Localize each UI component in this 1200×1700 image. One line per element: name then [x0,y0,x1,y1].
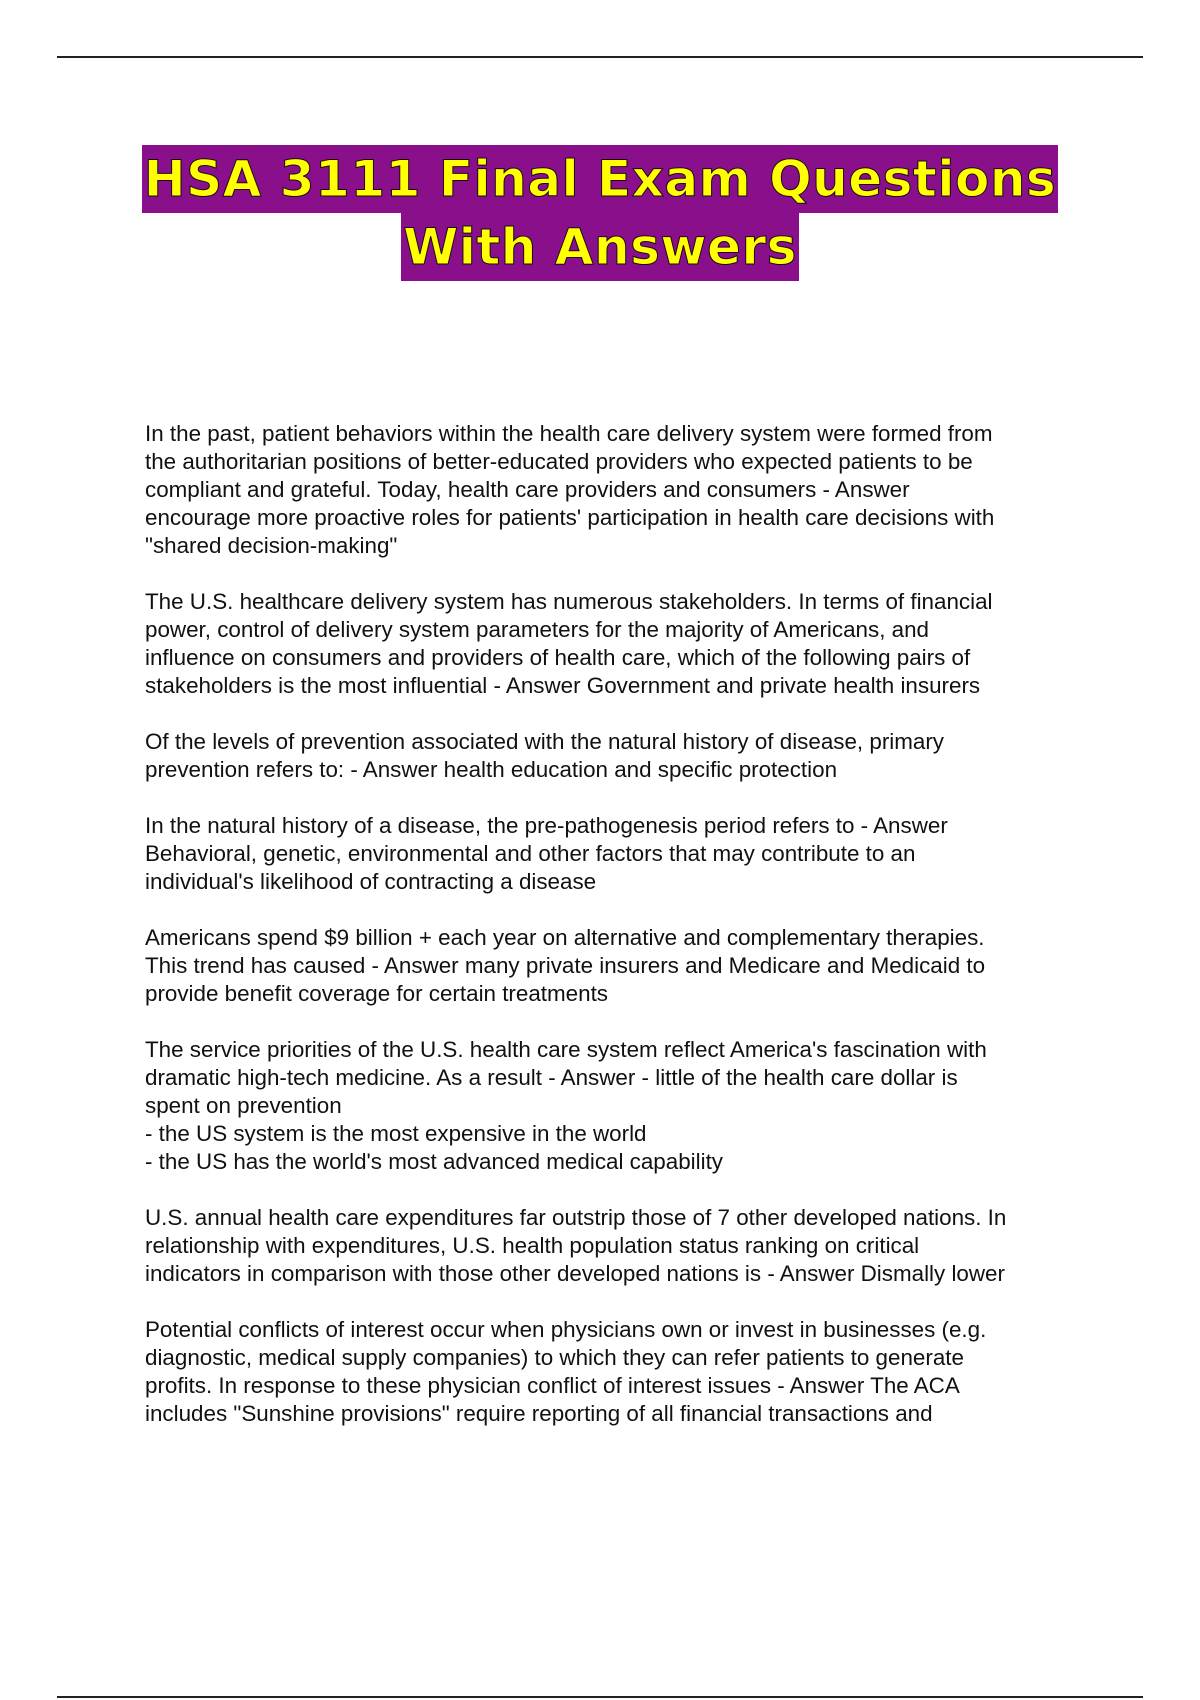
qa-line: provide benefit coverage for certain treatments [145,981,608,1006]
qa-line: prevention refers to: - Answer health education and specific protection [145,757,838,782]
qa-line: Behavioral, genetic, environmental and other factors that may contribute to an [145,841,916,866]
qa-item [145,420,1085,560]
qa-item [145,924,1085,1008]
title-line-1: HSA 3111 Final Exam Questions [142,145,1058,213]
qa-line: influence on consumers and providers of health care, which of the following pairs of [145,645,971,670]
qa-item [145,1204,1085,1288]
qa-line: power, control of delivery system parameters for the majority of Americans, and [145,617,929,642]
qa-item [145,1316,1085,1428]
document-title [0,145,1200,281]
qa-line: profits. In response to these physician conflict of interest issues - Answer The ACA [145,1373,960,1398]
qa-line: relationship with expenditures, U.S. health population status ranking on critical [145,1233,920,1258]
qa-line: encourage more proactive roles for patients' participation in health care decisions with [145,505,995,530]
question-answer-list [145,420,1085,1456]
qa-line: individual's likelihood of contracting a disease [145,869,597,894]
qa-line: In the past, patient behaviors within the health care delivery system were formed from [145,421,993,446]
top-divider [57,56,1143,58]
qa-line: "shared decision-making" [145,533,398,558]
qa-line: - the US has the world's most advanced medical capability [145,1149,724,1174]
qa-item [145,812,1085,896]
qa-line: stakeholders is the most influential - Answer Government and private health insurers [145,673,981,698]
qa-item [145,588,1085,700]
qa-line: dramatic high-tech medicine. As a result - Answer - little of the health care dollar is [145,1065,958,1090]
qa-line: This trend has caused - Answer many private insurers and Medicare and Medicaid to [145,953,986,978]
qa-line: includes "Sunshine provisions" require reporting of all financial transactions and [145,1401,933,1426]
qa-line: The service priorities of the U.S. health care system reflect America's fascination with [145,1037,987,1062]
qa-line: Of the levels of prevention associated with the natural history of disease, primary [145,729,945,754]
qa-line: In the natural history of a disease, the pre-pathogenesis period refers to - Answer [145,813,948,838]
qa-line: spent on prevention [145,1093,342,1118]
qa-item [145,1036,1085,1176]
qa-line: U.S. annual health care expenditures far outstrip those of 7 other developed nations. In [145,1205,1007,1230]
qa-line: - the US system is the most expensive in the world [145,1121,647,1146]
qa-line: Americans spend $9 billion + each year on alternative and complementary therapies. [145,925,985,950]
bottom-divider [57,1696,1143,1698]
qa-line: compliant and grateful. Today, health care providers and consumers - Answer [145,477,910,502]
title-line-2: With Answers [401,213,799,281]
qa-line: indicators in comparison with those other developed nations is - Answer Dismally lower [145,1261,1005,1286]
qa-line: Potential conflicts of interest occur when physicians own or invest in businesses (e.g. [145,1317,987,1342]
qa-line: diagnostic, medical supply companies) to which they can refer patients to generate [145,1345,964,1370]
qa-line: The U.S. healthcare delivery system has numerous stakeholders. In terms of financial [145,589,993,614]
qa-item [145,728,1085,784]
qa-line: the authoritarian positions of better-educated providers who expected patients to be [145,449,973,474]
